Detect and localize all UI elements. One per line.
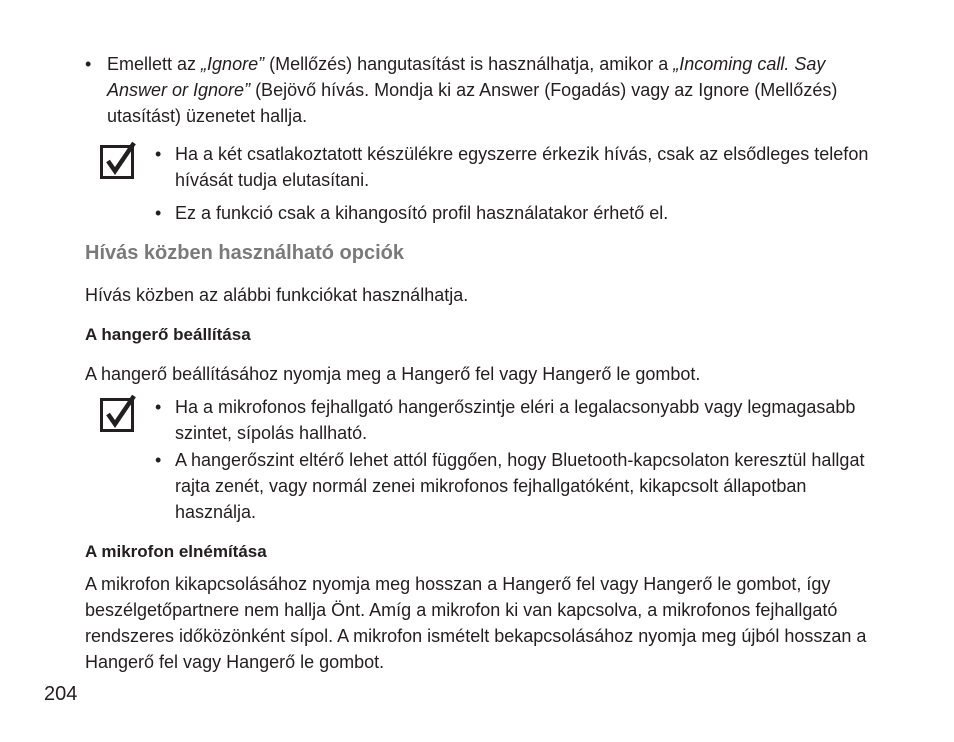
checkbox-note-icon [100, 394, 138, 432]
note-box-call-reject [100, 141, 880, 226]
note-list [100, 394, 880, 525]
mute-instructions: A mikrofon kikapcsolásához nyomja meg hosszan a Hangerő fel vagy Hangerő le gombot, így beszélgetőpartnere nem hallja Önt. Amíg a mikrofon ki van kapcsolva, a mikrofonos fejhallgató rendszeres időközönként sípol. A mikrofon ismételt bekapcsolásához nyomja meg újból hosszan a Hangerő fel vagy Hangerő le gombot. [85, 574, 867, 672]
section-title: Hívás közben használható opciók [85, 242, 404, 264]
intro-text-part: Emellett az [107, 54, 202, 74]
intro-incoming-prompt: „Incoming call. Say Answer or Ignore” [107, 54, 826, 100]
note-item: • Ez a funkció csak a kihangosító profil használatakor érhető el. [155, 200, 880, 226]
note-list [100, 141, 880, 226]
section-intro: Hívás közben az alábbi funkciókat használhatja. [85, 285, 469, 305]
note-item: • Ha a mikrofonos fejhallgató hangerőszintje eléri a legalacsonyabb vagy legmagasabb szintet, sípolás hallható. [155, 394, 880, 446]
intro-bullet [85, 51, 885, 129]
note-item: • Ha a két csatlakoztatott készülékre egyszerre érkezik hívás, csak az elsődleges telefon hívását tudja elutasítani. [155, 141, 880, 193]
intro-ignore-term: „Ignore” [201, 54, 265, 74]
intro-text-part: (Mellőzés) hangutasítást is használhatja, amikor a [264, 54, 674, 74]
intro-bullet-text [107, 51, 885, 129]
intro-text-part: (Bejövő hívás. Mondja ki az Answer (Fogadás) vagy az Ignore (Mellőzés) utasítást) üzenetet hallja. [107, 80, 838, 126]
note-item: • A hangerőszint eltérő lehet attól függően, hogy Bluetooth-kapcsolaton keresztül hallgat rajta zenét, vagy normál zenei mikrofonos fejhallgatóként, kikapcsolt állapotban használja. [155, 447, 880, 525]
bullet-dot: • [85, 54, 92, 74]
subsection-title-mute: A mikrofon elnémítása [85, 542, 267, 561]
page-number: 204 [44, 683, 78, 705]
volume-instructions: A hangerő beállításához nyomja meg a Hangerő fel vagy Hangerő le gombot. [85, 364, 701, 384]
subsection-title-volume: A hangerő beállítása [85, 325, 251, 344]
note-box-volume [100, 394, 880, 525]
checkbox-note-icon [100, 141, 138, 179]
